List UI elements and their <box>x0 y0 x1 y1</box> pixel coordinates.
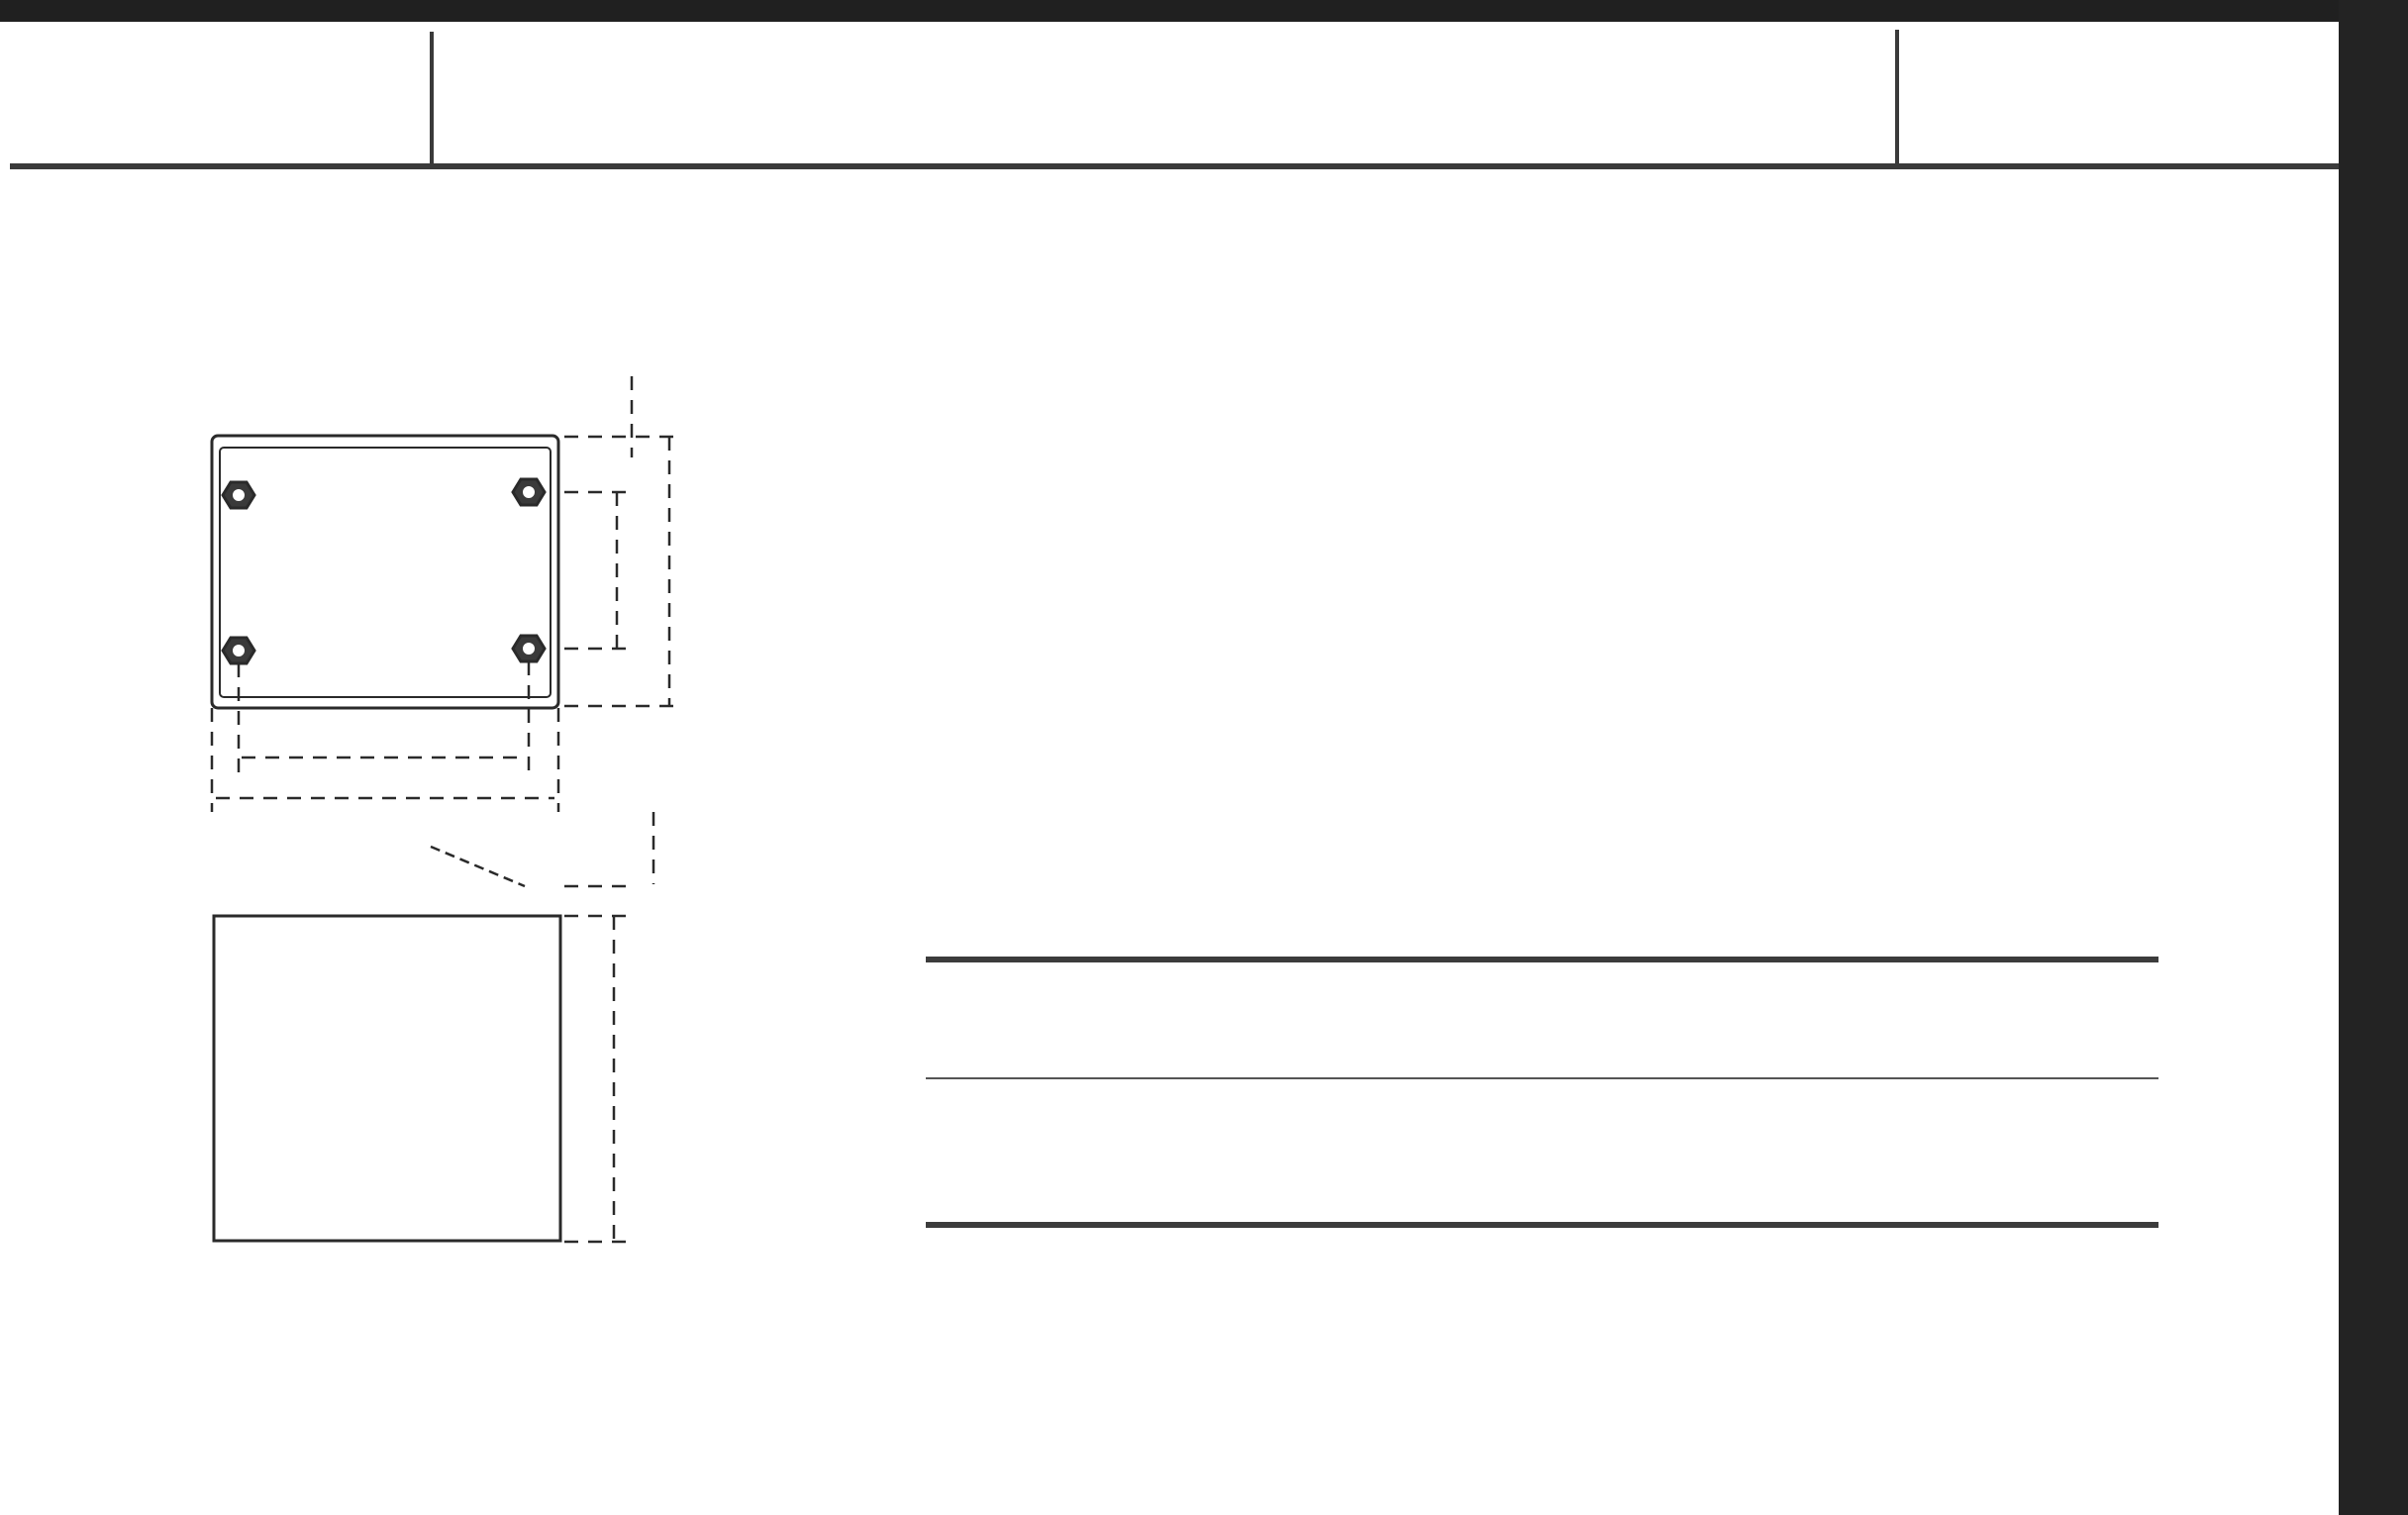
transformer-drawing <box>119 337 713 1258</box>
top-view-case-outer <box>212 436 558 708</box>
header-divider-left <box>430 32 434 166</box>
header-rule <box>10 163 2339 169</box>
table-body <box>926 1079 2158 1222</box>
description-block <box>923 297 2160 313</box>
resistance-table <box>926 957 2158 1228</box>
side-view-case <box>214 916 560 1241</box>
table-bottom-rule <box>926 1222 2158 1228</box>
top-view-case-inner <box>220 448 551 697</box>
table-row <box>926 1091 2158 1130</box>
table-header <box>926 962 2158 1077</box>
scan-border-right <box>2339 0 2408 1515</box>
header-divider-right <box>1895 30 1899 166</box>
table-row <box>926 1130 2158 1168</box>
table-row <box>926 1168 2158 1207</box>
scan-border-top <box>0 0 2408 22</box>
mounting-stud-icons <box>223 479 545 663</box>
